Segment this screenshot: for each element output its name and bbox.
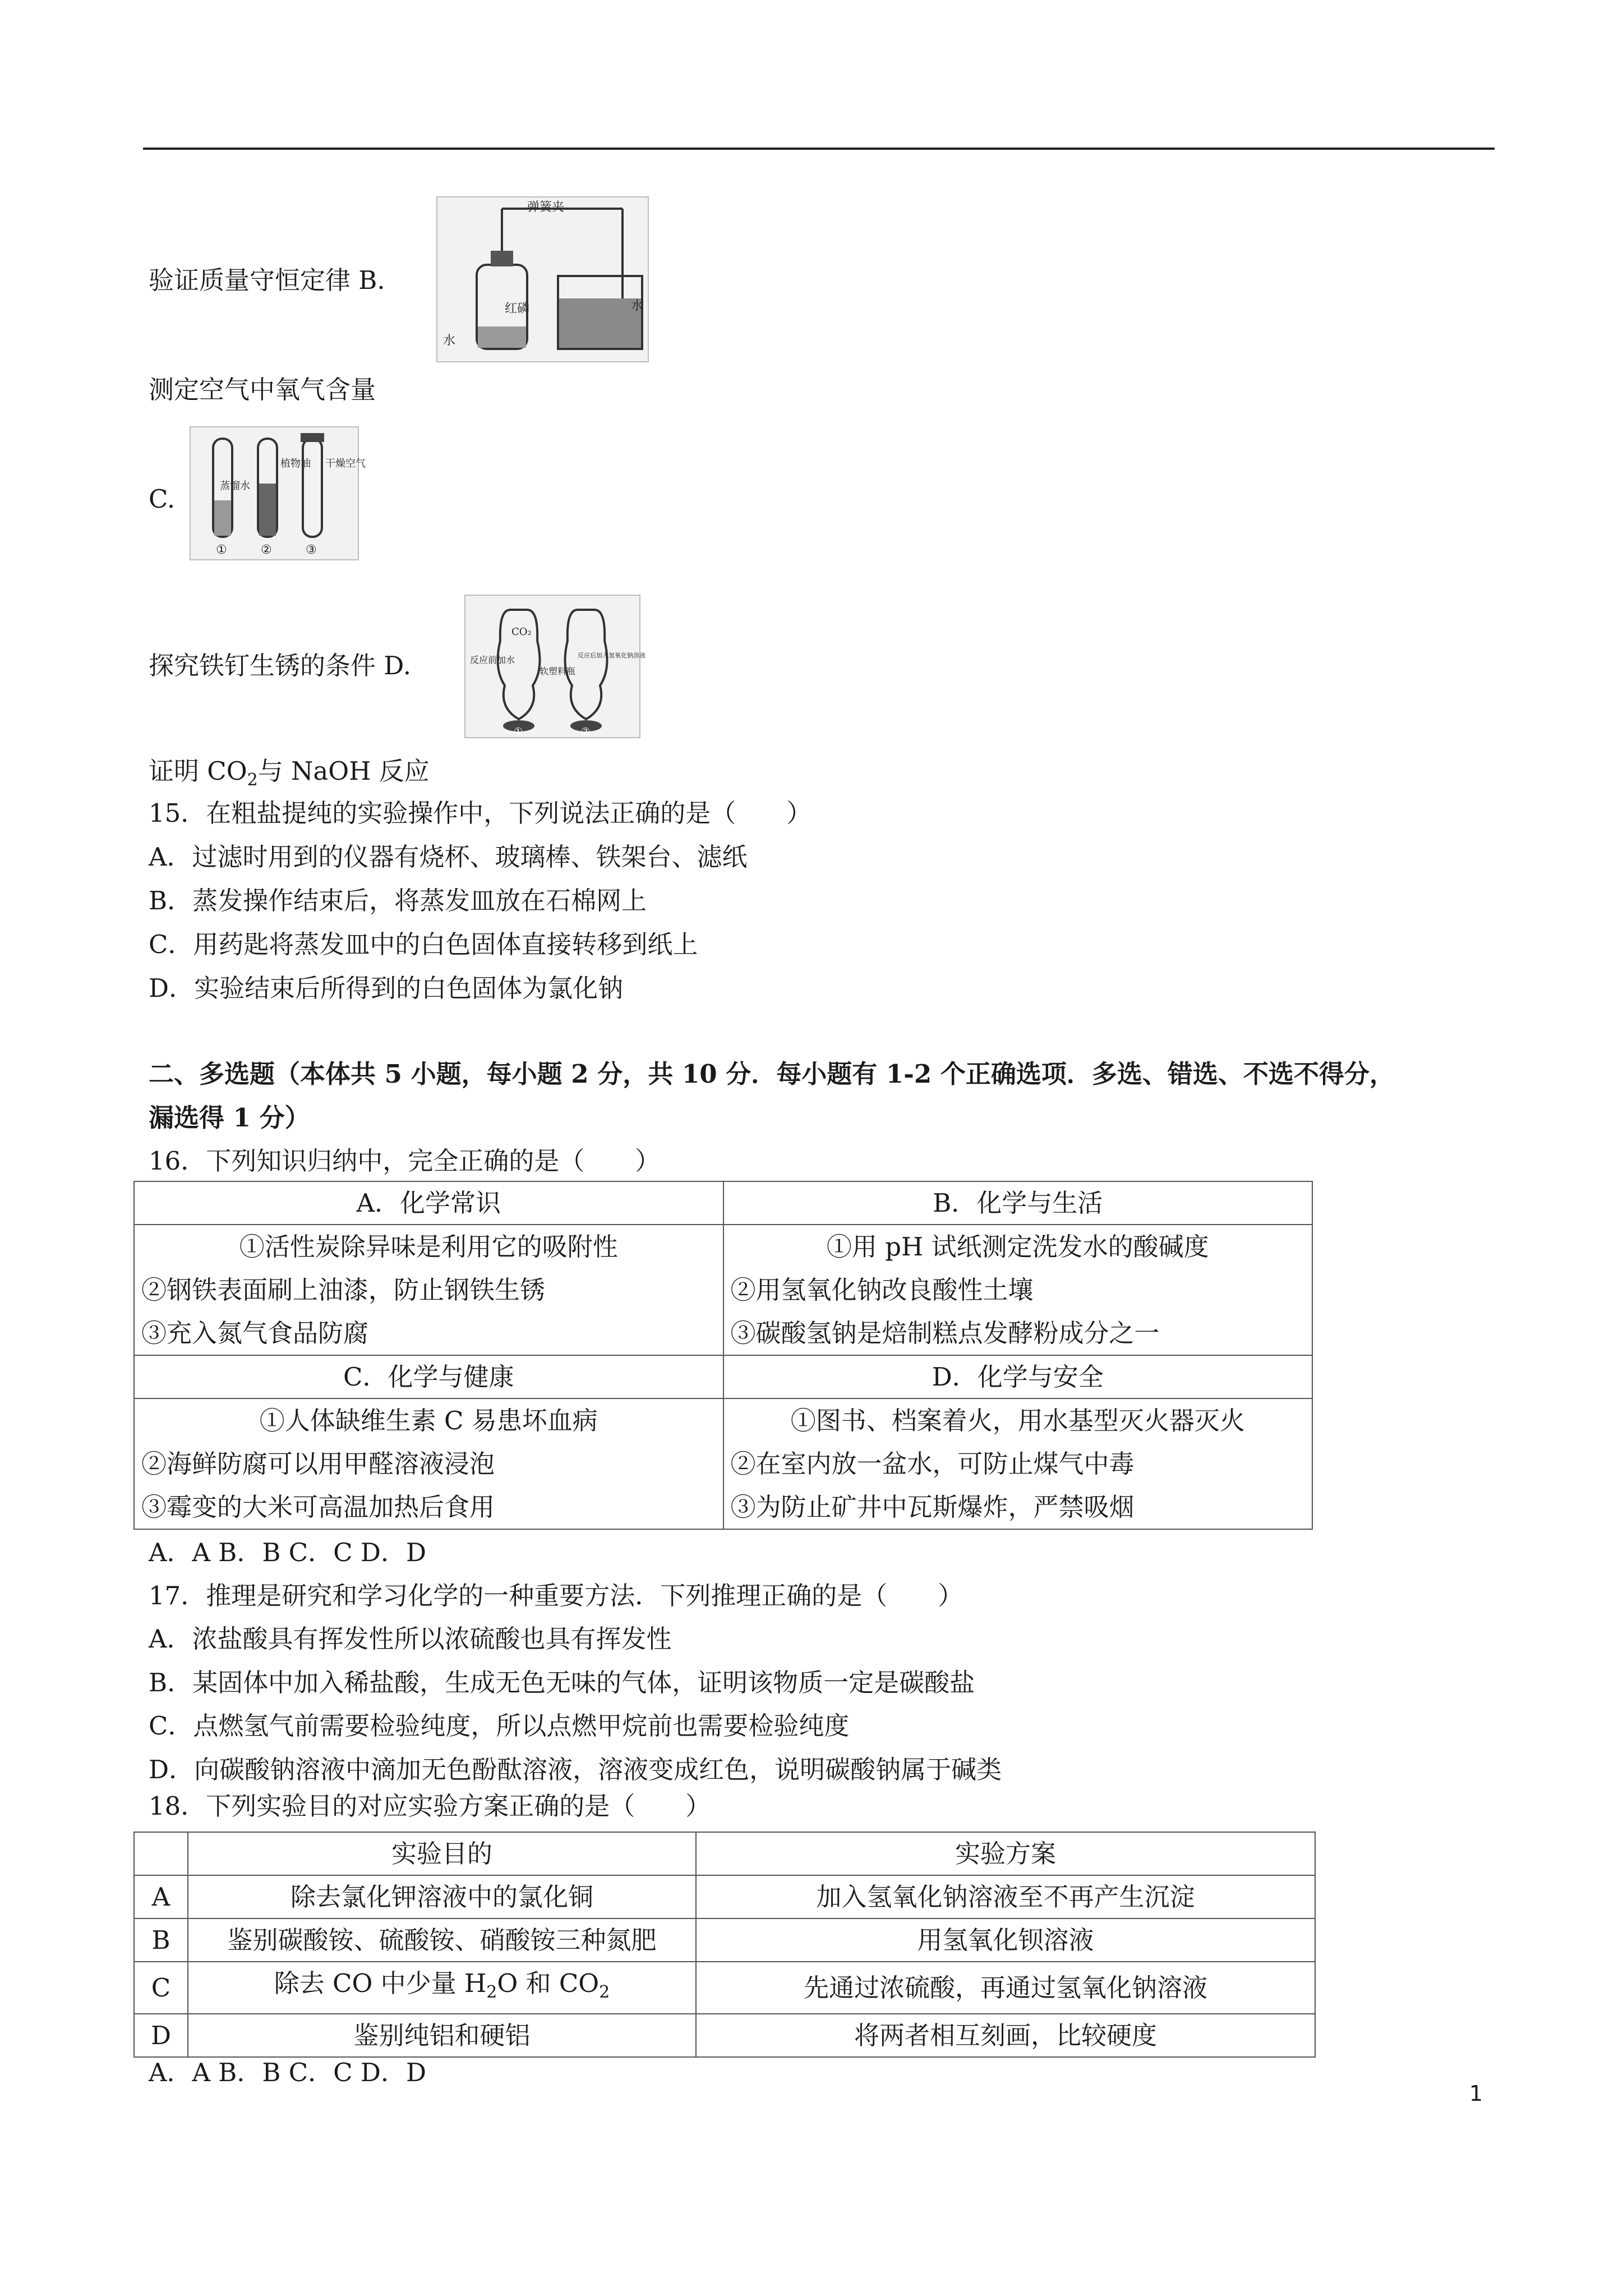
fig-c-tube1-label: 蒸馏水 xyxy=(220,480,250,492)
table-row xyxy=(134,2014,1315,2057)
q16-a-item-3: ③充入氮气食品防腐 xyxy=(141,1318,369,1348)
table-row xyxy=(134,1875,1315,1918)
q15-stem: 15．在粗盐提纯的实验操作中，下列说法正确的是（ ） xyxy=(149,798,812,828)
q16-b-item-1: ①用 pH 试纸测定洗发水的酸碱度 xyxy=(826,1232,1209,1262)
q16-table xyxy=(133,1181,1313,1530)
fig-c-marker-1: ① xyxy=(216,543,227,557)
q18-header-plan: 实验方案 xyxy=(696,1832,1315,1875)
q16-b-item-2: ②用氢氧化钠改良酸性土壤 xyxy=(730,1275,1034,1305)
page-number: 1 xyxy=(1469,2081,1483,2106)
q14-c-label: C. xyxy=(149,484,176,514)
q16-c-item-1: ①人体缺维生素 C 易患坏血病 xyxy=(259,1406,598,1435)
q16-c-item-3: ③霉变的大米可高温加热后食用 xyxy=(141,1492,495,1522)
table-row xyxy=(134,1962,1315,2014)
fig-b-label-top: 弹簧夹 xyxy=(527,200,565,214)
q16-a-item-2: ②钢铁表面刷上油漆，防止钢铁生锈 xyxy=(141,1275,546,1305)
q18-row-b-goal: 鉴别碳酸铵、硫酸铵、硝酸铵三种氮肥 xyxy=(188,1918,696,1962)
fig-d-left-label: 反应前加水 xyxy=(470,655,515,665)
q14-b-caption: 测定空气中氧气含量 xyxy=(149,375,376,404)
q18-header-goal: 实验目的 xyxy=(188,1832,696,1875)
q16-cell-c xyxy=(134,1398,723,1529)
q15-option-d: D．实验结束后所得到的白色固体为氯化钠 xyxy=(149,973,624,1003)
fig-d-marker-1: ① xyxy=(514,726,523,738)
q16-stem: 16．下列知识归纳中，完全正确的是（ ） xyxy=(149,1146,661,1176)
fig-d-marker-2: ② xyxy=(581,726,591,738)
q14-d-caption: 证明 $CO_2$与 NaOH 反应 xyxy=(149,756,430,790)
table-row xyxy=(134,1398,1312,1529)
fig-b-label-water-right: 水 xyxy=(631,299,644,313)
q16-a-item-1: ①活性炭除异味是利用它的吸附性 xyxy=(239,1232,618,1262)
q18-row-c-plan: 先通过浓硫酸，再通过氢氧化钠溶液 xyxy=(696,1962,1315,2014)
q17-stem: 17．推理是研究和学习化学的一种重要方法．下列推理正确的是（ ） xyxy=(149,1581,963,1611)
q18-stem: 18．下列实验目的对应实验方案正确的是（ ） xyxy=(149,1791,711,1821)
fig-b-label-water-left: 水 xyxy=(443,334,456,348)
fig-d-bottles xyxy=(464,595,645,738)
q17-option-a: A．浓盐酸具有挥发性所以浓硫酸也具有挥发性 xyxy=(149,1624,672,1654)
q15-option-a: A．过滤时用到的仪器有烧杯、玻璃棒、铁架台、滤纸 xyxy=(149,842,748,872)
q17-option-b: B．某固体中加入稀盐酸，生成无色无味的气体，证明该物质一定是碳酸盐 xyxy=(149,1668,975,1697)
table-row xyxy=(134,1918,1315,1962)
fig-c-tube3-label: 干燥空气 xyxy=(325,458,366,470)
section2-title-line2: 漏选得 1 分） xyxy=(149,1103,310,1133)
q18-header-key xyxy=(134,1832,188,1875)
q16-header-d: D．化学与安全 xyxy=(723,1355,1313,1398)
q16-cell-b xyxy=(723,1225,1313,1355)
table-row xyxy=(134,1832,1315,1875)
q18-row-d-plan: 将两者相互刻画，比较硬度 xyxy=(696,2014,1315,2057)
q18-row-c-goal: 除去 CO 中少量 $H_2O$ 和 $CO_2$ xyxy=(188,1962,696,2014)
q18-row-d-goal: 鉴别纯铝和硬铝 xyxy=(188,2014,696,2057)
q18-row-a-goal: 除去氯化钾溶液中的氯化铜 xyxy=(188,1875,696,1918)
q18-row-a-plan: 加入氢氧化钠溶液至不再产生沉淀 xyxy=(696,1875,1315,1918)
q16-d-item-1: ①图书、档案着火，用水基型灭火器灭火 xyxy=(790,1406,1245,1435)
fig-c-test-tubes xyxy=(190,426,366,560)
q15-option-b: B．蒸发操作结束后，将蒸发皿放在石棉网上 xyxy=(149,886,647,915)
q16-c-item-2: ②海鲜防腐可以用甲醛溶液浸泡 xyxy=(141,1449,495,1479)
fig-d-co2-label: CO₂ xyxy=(511,626,532,638)
q15-option-c: C．用药匙将蒸发皿中的白色固体直接转移到纸上 xyxy=(149,930,698,959)
q16-answers: A．A B．B C．C D．D xyxy=(149,1538,427,1567)
q16-b-item-3: ③碳酸氢钠是焙制糕点发酵粉成分之一 xyxy=(730,1318,1160,1348)
table-row xyxy=(134,1181,1312,1225)
q16-cell-d xyxy=(723,1398,1313,1529)
q14-a-caption: 验证质量守恒定律 B. xyxy=(149,265,385,295)
q16-header-a: A．化学常识 xyxy=(134,1181,723,1225)
q16-header-c: C．化学与健康 xyxy=(134,1355,723,1398)
fig-d-mid-label: 软塑料瓶 xyxy=(540,666,576,677)
q16-cell-a xyxy=(134,1225,723,1355)
fig-c-tube2-label: 植物油 xyxy=(280,458,311,470)
q18-row-a-key: A xyxy=(134,1875,188,1918)
q17-option-d: D．向碳酸钠溶液中滴加无色酚酞溶液，溶液变成红色，说明碳酸钠属于碱类 xyxy=(149,1755,1002,1784)
table-row xyxy=(134,1225,1312,1355)
q18-row-d-key: D xyxy=(134,2014,188,2057)
q16-header-b: B．化学与生活 xyxy=(723,1181,1313,1225)
q16-d-item-2: ②在室内放一盆水，可防止煤气中毒 xyxy=(730,1449,1135,1479)
header-rule xyxy=(143,148,1495,150)
q18-answers: A．A B．B C．C D．D xyxy=(149,2058,427,2087)
fig-b-apparatus xyxy=(436,196,649,362)
q14-c-caption: 探究铁钉生锈的条件 D. xyxy=(149,651,412,680)
q16-d-item-3: ③为防止矿井中瓦斯爆炸，严禁吸烟 xyxy=(730,1492,1135,1522)
q17-option-c: C．点燃氢气前需要检验纯度，所以点燃甲烷前也需要检验纯度 xyxy=(149,1711,850,1741)
q18-row-c-key: C xyxy=(134,1962,188,2014)
q18-row-b-key: B xyxy=(134,1918,188,1962)
fig-c-marker-2: ② xyxy=(261,543,272,557)
fig-c-marker-3: ③ xyxy=(306,543,317,557)
q18-row-b-plan: 用氢氧化钡溶液 xyxy=(696,1918,1315,1962)
table-row xyxy=(134,1355,1312,1398)
fig-d-right-label: 反应后加入氢氧化钠溶液 xyxy=(578,652,645,659)
section2-title-line1: 二、多选题（本体共 5 小题，每小题 2 分，共 10 分．每小题有 1-2 个正确选项．多选、错选、不选不得分， xyxy=(149,1059,1395,1089)
fig-b-label-phos: 红磷 xyxy=(505,302,530,316)
q18-table xyxy=(133,1832,1316,2058)
